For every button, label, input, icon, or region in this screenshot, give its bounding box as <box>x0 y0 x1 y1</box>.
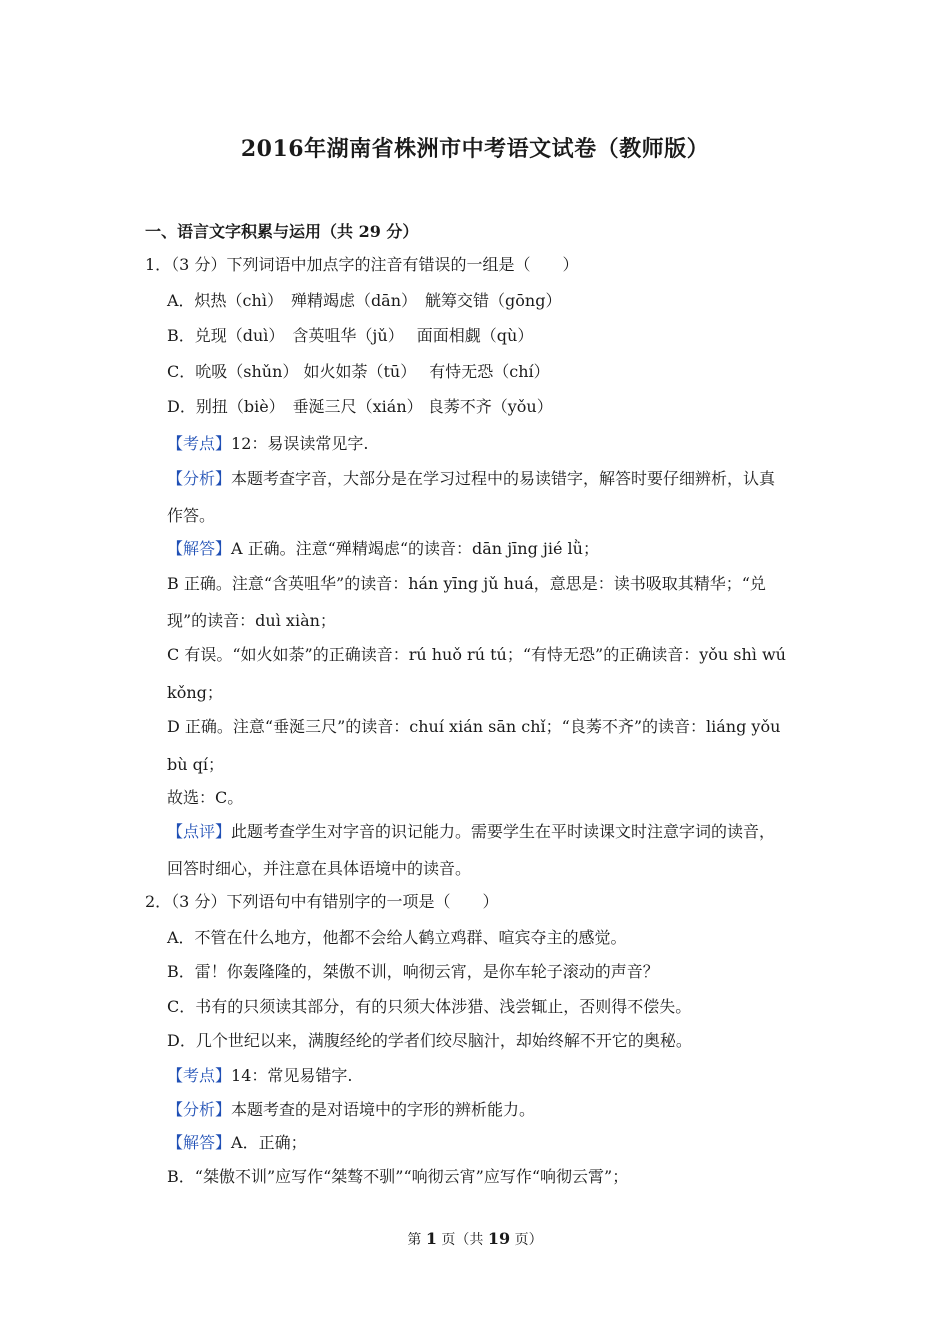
footer-mid: 页（共 <box>436 1232 488 1248</box>
jieda-line: A 正确。注意“殚精竭虑“的读音：dān jīng jié lǜ； <box>231 539 599 558</box>
kaodian-text: 12：易误读常见字. <box>231 434 369 453</box>
kaodian-tag: 【考点】 <box>167 434 232 453</box>
jieda-tag: 【解答】 <box>167 539 232 558</box>
section-heading: 一、语言文字积累与运用（共 29 分） <box>145 222 419 241</box>
question-1-option-c: C．吮吸（shǔn） 如火如荼（tū） 有恃无恐（chí） <box>167 362 550 381</box>
jieda-line: kǒng； <box>167 683 223 702</box>
fenxi-tag: 【分析】 <box>167 469 232 488</box>
question-2-stem: 2．（3 分）下列语句中有错别字的一项是（ ） <box>145 892 499 911</box>
jieda-line: bù qí； <box>167 755 224 774</box>
question-2-option-c: C．书有的只须读其部分，有的只须大体涉猎、浅尝辄止，否则得不偿失。 <box>167 997 692 1016</box>
jieda-line: 故选：C。 <box>167 788 244 807</box>
dianping-tag: 【点评】 <box>167 822 232 841</box>
fenxi-text: 本题考查的是对语境中的字形的辨析能力。 <box>231 1100 536 1119</box>
question-1-option-a: A．炽热（chì） 殚精竭虑（dān） 觥筹交错（gōng） <box>167 291 562 310</box>
question-1-option-b: B．兑现（duì） 含英咀华（jǔ） 面面相觑（qù） <box>167 326 534 345</box>
q2-jieda <box>167 1133 307 1153</box>
q1-dianping-cont: 回答时细心，并注意在具体语境中的读音。 <box>167 859 472 878</box>
dianping-text: 此题考查学生对字音的识记能力。需要学生在平时读课文时注意字词的读音， <box>231 822 776 841</box>
kaodian-text: 14：常见易错字. <box>231 1066 353 1085</box>
jieda-line: B 正确。注意“含英咀华”的读音：hán yīng jǔ huá，意思是：读书吸取其精华；“兑 <box>167 574 766 593</box>
q1-fenxi <box>167 469 775 489</box>
kaodian-tag: 【考点】 <box>167 1066 232 1085</box>
q1-fenxi-cont: 作答。 <box>167 506 216 525</box>
jieda-line: D 正确。注意“垂涎三尺”的读音：chuí xián sān chǐ；“良莠不齐”的读音：liáng yǒu <box>167 717 781 736</box>
q2-fenxi <box>167 1100 535 1120</box>
q2-jieda-b: B．“桀傲不训”应写作“桀骜不驯”“响彻云宵”应写作“响彻云霄”； <box>167 1167 629 1186</box>
page-footer <box>0 1229 950 1249</box>
page-total: 19 <box>487 1229 511 1248</box>
q1-jieda <box>167 539 599 559</box>
document-title: 2016年湖南省株洲市中考语文试卷（教师版） <box>240 136 710 162</box>
q1-kaodian <box>167 434 368 454</box>
question-2-option-d: D．几个世纪以来，满腹经纶的学者们绞尽脑汁，却始终解不开它的奥秘。 <box>167 1031 692 1050</box>
jieda-line: C 有误。“如火如荼”的正确读音：rú huǒ rú tú；“有恃无恐”的正确读音：yǒu shì wú <box>167 645 786 664</box>
fenxi-text: 本题考查字音，大部分是在学习过程中的易读错字，解答时要仔细辨析，认真 <box>231 469 776 488</box>
question-2-option-b: B．雷！你轰隆隆的，桀傲不训，响彻云宵，是你车轮子滚动的声音？ <box>167 962 659 981</box>
question-1-option-d: D．别扭（biè） 垂涎三尺（xián） 良莠不齐（yǒu） <box>167 397 553 416</box>
jieda-tag: 【解答】 <box>167 1133 232 1152</box>
footer-prefix: 第 <box>407 1232 426 1248</box>
question-1-stem: 1．（3 分）下列词语中加点字的注音有错误的一组是（ ） <box>145 255 579 274</box>
question-2-option-a: A．不管在什么地方，他都不会给人鹤立鸡群、喧宾夺主的感觉。 <box>167 928 627 947</box>
footer-suffix: 页） <box>510 1232 543 1248</box>
q2-kaodian <box>167 1066 352 1086</box>
page-number: 1 <box>425 1229 437 1248</box>
jieda-text: A．正确； <box>231 1133 307 1152</box>
q1-dianping <box>167 822 775 842</box>
fenxi-tag: 【分析】 <box>167 1100 232 1119</box>
jieda-line: 现”的读音：duì xiàn； <box>167 611 336 630</box>
